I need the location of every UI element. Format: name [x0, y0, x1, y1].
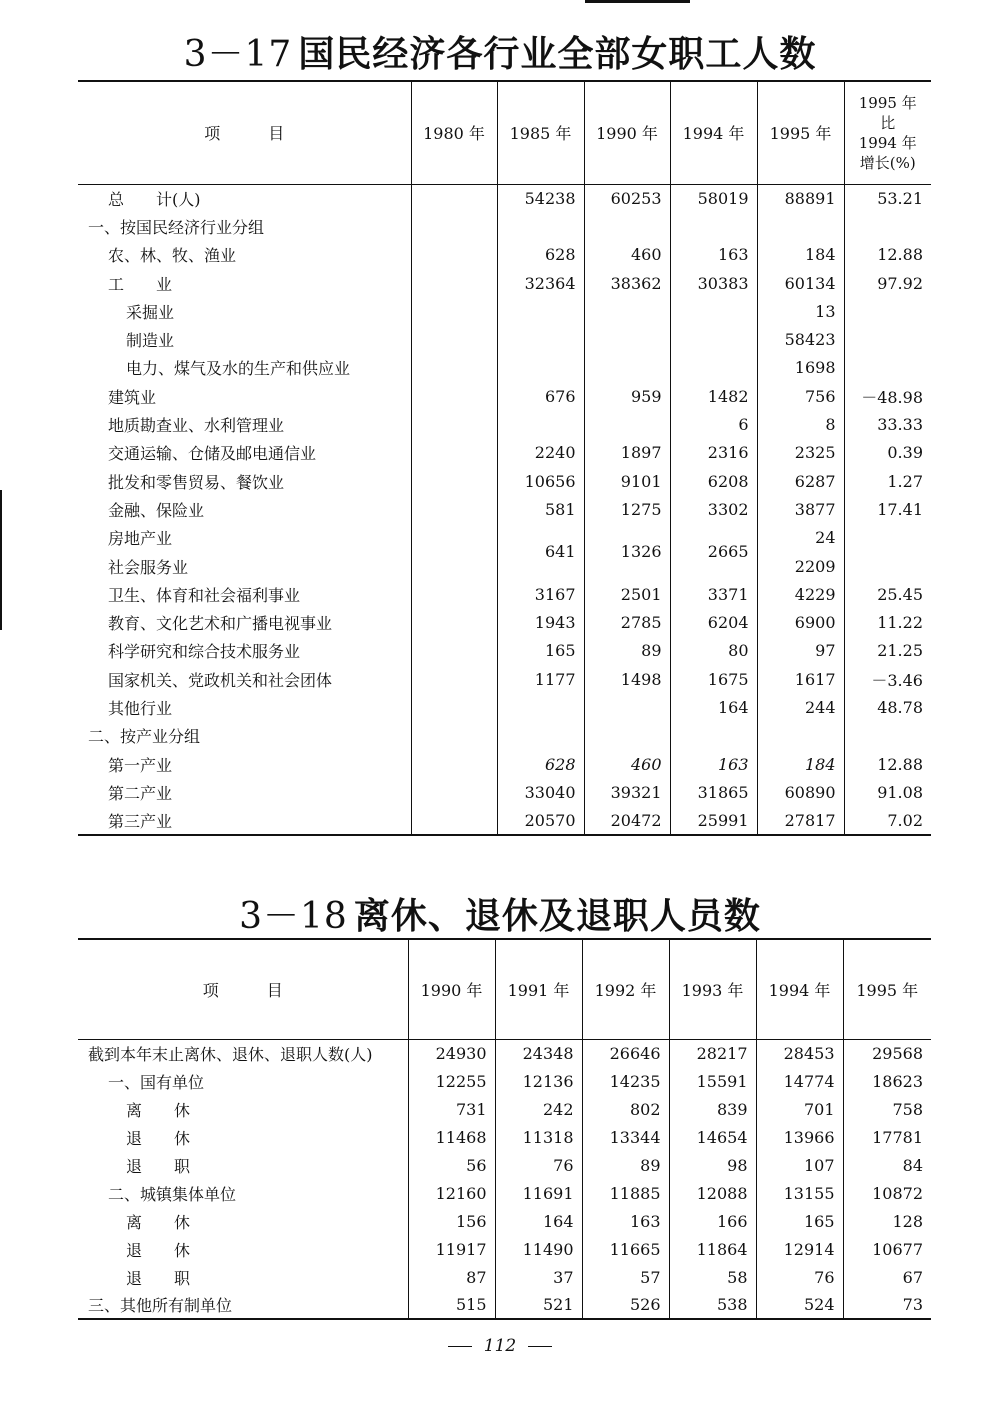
cell: 1177 [497, 665, 584, 693]
cell [411, 722, 497, 750]
cell [584, 354, 670, 382]
col-header-1990: 1990 年 [584, 81, 670, 184]
cell: 2785 [584, 608, 670, 636]
col-header-1985: 1985 年 [497, 81, 584, 184]
cell: 29568 [843, 1039, 931, 1067]
cell: 758 [843, 1095, 931, 1123]
cell: 2325 [757, 439, 844, 467]
cell [411, 495, 497, 523]
cell: 48.78 [844, 693, 931, 721]
cell: 128 [843, 1207, 931, 1235]
cell: 38362 [584, 269, 670, 297]
table-row [78, 269, 931, 297]
row-label: 离 休 [126, 1100, 191, 1120]
cell: 11468 [408, 1123, 495, 1151]
cell: 184 [757, 241, 844, 269]
cell [411, 665, 497, 693]
cell [411, 750, 497, 778]
cell: 1617 [757, 665, 844, 693]
table-row [78, 608, 931, 636]
cell: 58019 [670, 184, 757, 212]
row-label: 二、按产业分组 [88, 727, 201, 747]
cell: 3371 [670, 580, 757, 608]
cell: 959 [584, 382, 670, 410]
row-label: 社会服务业 [108, 557, 189, 577]
cell: 184 [757, 750, 844, 778]
cell: 11917 [408, 1235, 495, 1263]
row-label: 退 职 [126, 1156, 191, 1176]
table2-title-text: 离休、退休及退职人员数 [353, 896, 761, 937]
cell: 1482 [670, 382, 757, 410]
cell: 84 [843, 1151, 931, 1179]
cell [411, 580, 497, 608]
cell: 60890 [757, 778, 844, 806]
cell: 87 [408, 1263, 495, 1291]
col-header-growth [844, 81, 931, 184]
cell [411, 184, 497, 212]
table-row [78, 1151, 931, 1179]
cell: 12.88 [844, 241, 931, 269]
cell: 58 [669, 1263, 756, 1291]
cell: 6 [670, 410, 757, 438]
cell: 163 [670, 241, 757, 269]
table2-header-row [78, 939, 931, 1039]
cell: 27817 [757, 807, 844, 835]
cell: 538 [669, 1291, 756, 1319]
dash-right [528, 1346, 552, 1347]
cell: 13966 [756, 1123, 843, 1151]
cell: 581 [497, 495, 584, 523]
cell [844, 297, 931, 325]
cell: 24 [757, 524, 844, 552]
table-row [78, 382, 931, 410]
cell: 676 [497, 382, 584, 410]
cell: 4229 [757, 580, 844, 608]
cell [411, 778, 497, 806]
cell: 165 [497, 637, 584, 665]
table-retirees [78, 938, 931, 1320]
cell: 731 [408, 1095, 495, 1123]
cell [411, 693, 497, 721]
table-row [78, 297, 931, 325]
cell [411, 439, 497, 467]
cell: 1498 [584, 665, 670, 693]
table-row [78, 1039, 931, 1067]
cell: 97.92 [844, 269, 931, 297]
cell [844, 722, 931, 750]
cell: 521 [495, 1291, 582, 1319]
cell [411, 637, 497, 665]
cell: 60253 [584, 184, 670, 212]
cell: 2665 [670, 524, 757, 581]
cell: 10656 [497, 467, 584, 495]
cell: 756 [757, 382, 844, 410]
cell: －48.98 [844, 382, 931, 410]
cell: 163 [582, 1207, 669, 1235]
row-label: 总 计(人) [108, 189, 201, 209]
cell: 3302 [670, 495, 757, 523]
cell: 32364 [497, 269, 584, 297]
table1-header-row [78, 81, 931, 184]
table-row [78, 1095, 931, 1123]
cell: 165 [756, 1207, 843, 1235]
row-label: 截到本年末止离休、退休、退职人数(人) [88, 1044, 373, 1064]
table-row [78, 1207, 931, 1235]
table-row [78, 1291, 931, 1319]
row-label: 建筑业 [108, 387, 157, 407]
cell: 6287 [757, 467, 844, 495]
cell: 91.08 [844, 778, 931, 806]
cell [584, 722, 670, 750]
col-header-1991: 1991 年 [495, 939, 582, 1039]
table-row [78, 807, 931, 835]
table-row [78, 524, 931, 552]
row-label: 退 职 [126, 1268, 191, 1288]
cell: 156 [408, 1207, 495, 1235]
cell [584, 325, 670, 353]
cell [411, 467, 497, 495]
cell [844, 354, 931, 382]
cell: 33040 [497, 778, 584, 806]
col-header-1994: 1994 年 [756, 939, 843, 1039]
cell: 1.27 [844, 467, 931, 495]
cell: 8 [757, 410, 844, 438]
cell [411, 410, 497, 438]
cell: 163 [670, 750, 757, 778]
cell [584, 410, 670, 438]
cell [844, 212, 931, 240]
margin-mark [0, 490, 2, 630]
cell: 12160 [408, 1179, 495, 1207]
cell [497, 325, 584, 353]
growth-header-line2: 比 [880, 113, 896, 132]
cell: 1698 [757, 354, 844, 382]
cell: 166 [669, 1207, 756, 1235]
cell: 39321 [584, 778, 670, 806]
table-row [78, 637, 931, 665]
cell: 80 [670, 637, 757, 665]
cell: 628 [497, 241, 584, 269]
cell: 31865 [670, 778, 757, 806]
growth-header-line3: 1994 年 [858, 133, 917, 152]
cell: 524 [756, 1291, 843, 1319]
cell: 11885 [582, 1179, 669, 1207]
row-label: 退 休 [126, 1240, 191, 1260]
cell: 526 [582, 1291, 669, 1319]
growth-header-line4: 增长(%) [859, 153, 916, 172]
table2-title [0, 888, 1000, 939]
cell [844, 524, 931, 581]
table-row [78, 778, 931, 806]
cell: 12088 [669, 1179, 756, 1207]
cell: 7.02 [844, 807, 931, 835]
cell: 58423 [757, 325, 844, 353]
table1-title [0, 26, 1000, 77]
table-row [78, 750, 931, 778]
table-row [78, 354, 931, 382]
cell: 460 [584, 241, 670, 269]
cell: 107 [756, 1151, 843, 1179]
cell: 18623 [843, 1067, 931, 1095]
row-label: 第一产业 [108, 755, 173, 775]
dash-left [448, 1346, 472, 1347]
cell [584, 297, 670, 325]
cell [497, 354, 584, 382]
cell [411, 297, 497, 325]
cell [670, 354, 757, 382]
cell: 1275 [584, 495, 670, 523]
col-header-1995: 1995 年 [757, 81, 844, 184]
cell [757, 722, 844, 750]
table-row [78, 1123, 931, 1151]
cell [411, 382, 497, 410]
row-label: 教育、文化艺术和广播电视事业 [108, 614, 333, 634]
table-row [78, 212, 931, 240]
cell: 1897 [584, 439, 670, 467]
cell [411, 212, 497, 240]
cell: 2240 [497, 439, 584, 467]
row-label: 退 休 [126, 1128, 191, 1148]
col-header-1992: 1992 年 [582, 939, 669, 1039]
cell: 11.22 [844, 608, 931, 636]
cell [844, 325, 931, 353]
col-header-1995: 1995 年 [843, 939, 931, 1039]
cell: 67 [843, 1263, 931, 1291]
cell: 33.33 [844, 410, 931, 438]
cell: 28217 [669, 1039, 756, 1067]
table-row [78, 1263, 931, 1291]
cell: 14774 [756, 1067, 843, 1095]
cell: 25.45 [844, 580, 931, 608]
cell: 14654 [669, 1123, 756, 1151]
cell: 2501 [584, 580, 670, 608]
cell: 11864 [669, 1235, 756, 1263]
cell: 24930 [408, 1039, 495, 1067]
cell: 53.21 [844, 184, 931, 212]
table-row [78, 410, 931, 438]
row-label: 农、林、牧、渔业 [108, 246, 237, 266]
cell: 28453 [756, 1039, 843, 1067]
cell [411, 269, 497, 297]
row-label: 离 休 [126, 1212, 191, 1232]
cell: 802 [582, 1095, 669, 1123]
cell: 97 [757, 637, 844, 665]
cell: 164 [670, 693, 757, 721]
cell: －3.46 [844, 665, 931, 693]
row-label: 房地产业 [108, 529, 173, 549]
cell [757, 212, 844, 240]
cell: 701 [756, 1095, 843, 1123]
cell: 242 [495, 1095, 582, 1123]
top-rule [585, 0, 690, 3]
cell: 641 [497, 524, 584, 581]
cell: 54238 [497, 184, 584, 212]
cell: 21.25 [844, 637, 931, 665]
table-row [78, 1235, 931, 1263]
cell [497, 212, 584, 240]
cell: 244 [757, 693, 844, 721]
cell [411, 807, 497, 835]
cell: 839 [669, 1095, 756, 1123]
cell: 12914 [756, 1235, 843, 1263]
cell [584, 693, 670, 721]
table1-number: 3－17 [183, 34, 293, 75]
cell [584, 212, 670, 240]
cell: 12255 [408, 1067, 495, 1095]
cell: 13 [757, 297, 844, 325]
cell: 89 [582, 1151, 669, 1179]
row-label: 电力、煤气及水的生产和供应业 [126, 359, 351, 379]
cell [411, 608, 497, 636]
row-label: 批发和零售贸易、餐饮业 [108, 472, 285, 492]
row-label: 第三产业 [108, 811, 173, 831]
cell: 3167 [497, 580, 584, 608]
cell: 2316 [670, 439, 757, 467]
cell [497, 410, 584, 438]
cell: 26646 [582, 1039, 669, 1067]
cell: 11665 [582, 1235, 669, 1263]
cell: 2209 [757, 552, 844, 580]
row-label: 三、其他所有制单位 [88, 1296, 233, 1315]
cell: 10677 [843, 1235, 931, 1263]
cell [497, 297, 584, 325]
col-header-1993: 1993 年 [669, 939, 756, 1039]
row-label: 其他行业 [108, 698, 173, 718]
table-row [78, 580, 931, 608]
cell: 17.41 [844, 495, 931, 523]
row-label: 科学研究和综合技术服务业 [108, 642, 301, 662]
cell: 10872 [843, 1179, 931, 1207]
row-label: 制造业 [126, 331, 175, 351]
cell: 14235 [582, 1067, 669, 1095]
cell: 24348 [495, 1039, 582, 1067]
cell: 60134 [757, 269, 844, 297]
cell: 25991 [670, 807, 757, 835]
cell: 57 [582, 1263, 669, 1291]
cell [670, 722, 757, 750]
cell: 1943 [497, 608, 584, 636]
table-row [78, 665, 931, 693]
col-header-item: 项 目 [78, 939, 408, 1039]
row-label: 金融、保险业 [108, 500, 205, 520]
col-header-1990: 1990 年 [408, 939, 495, 1039]
cell: 12136 [495, 1067, 582, 1095]
table-row [78, 467, 931, 495]
cell [411, 524, 497, 581]
cell: 88891 [757, 184, 844, 212]
cell [670, 297, 757, 325]
cell [411, 354, 497, 382]
table-row [78, 693, 931, 721]
cell [497, 722, 584, 750]
row-label: 第二产业 [108, 783, 173, 803]
cell: 1326 [584, 524, 670, 581]
cell: 30383 [670, 269, 757, 297]
cell: 628 [497, 750, 584, 778]
table-row [78, 241, 931, 269]
growth-header-line1: 1995 年 [858, 93, 917, 112]
cell: 20472 [584, 807, 670, 835]
cell: 164 [495, 1207, 582, 1235]
row-label: 工 业 [108, 274, 173, 294]
cell: 6204 [670, 608, 757, 636]
row-label: 国家机关、党政机关和社会团体 [108, 670, 333, 690]
row-label: 一、按国民经济行业分组 [88, 217, 265, 237]
cell: 1675 [670, 665, 757, 693]
page-number-text: 112 [483, 1336, 517, 1356]
cell: 0.39 [844, 439, 931, 467]
cell: 76 [495, 1151, 582, 1179]
row-label: 地质勘查业、水利管理业 [108, 416, 285, 436]
cell: 98 [669, 1151, 756, 1179]
cell: 37 [495, 1263, 582, 1291]
cell: 6900 [757, 608, 844, 636]
cell: 89 [584, 637, 670, 665]
cell: 515 [408, 1291, 495, 1319]
cell: 15591 [669, 1067, 756, 1095]
cell [670, 212, 757, 240]
row-label: 一、国有单位 [108, 1072, 205, 1092]
row-label: 交通运输、仓储及邮电通信业 [108, 444, 317, 464]
cell [411, 325, 497, 353]
table-row [78, 722, 931, 750]
cell: 11318 [495, 1123, 582, 1151]
cell: 13344 [582, 1123, 669, 1151]
row-label: 采掘业 [126, 302, 175, 322]
table-row [78, 1067, 931, 1095]
cell: 11691 [495, 1179, 582, 1207]
page-number [0, 1336, 1000, 1356]
table-row [78, 495, 931, 523]
cell: 460 [584, 750, 670, 778]
cell: 3877 [757, 495, 844, 523]
table-row [78, 184, 931, 212]
cell [497, 693, 584, 721]
cell: 13155 [756, 1179, 843, 1207]
row-label: 卫生、体育和社会福利事业 [108, 585, 301, 605]
col-header-item: 项 目 [78, 81, 411, 184]
table1-title-text: 国民经济各行业全部女职工人数 [298, 34, 817, 75]
table-row [78, 1179, 931, 1207]
cell [411, 241, 497, 269]
cell: 76 [756, 1263, 843, 1291]
cell: 20570 [497, 807, 584, 835]
col-header-1980: 1980 年 [411, 81, 497, 184]
cell: 6208 [670, 467, 757, 495]
cell: 17781 [843, 1123, 931, 1151]
table-female-workers [78, 80, 931, 836]
table2-number: 3－18 [239, 896, 348, 937]
cell [670, 325, 757, 353]
table-row [78, 325, 931, 353]
cell: 9101 [584, 467, 670, 495]
cell: 12.88 [844, 750, 931, 778]
row-label: 二、城镇集体单位 [108, 1184, 237, 1204]
cell: 11490 [495, 1235, 582, 1263]
col-header-1994: 1994 年 [670, 81, 757, 184]
table-row [78, 439, 931, 467]
cell: 56 [408, 1151, 495, 1179]
cell: 73 [843, 1291, 931, 1319]
